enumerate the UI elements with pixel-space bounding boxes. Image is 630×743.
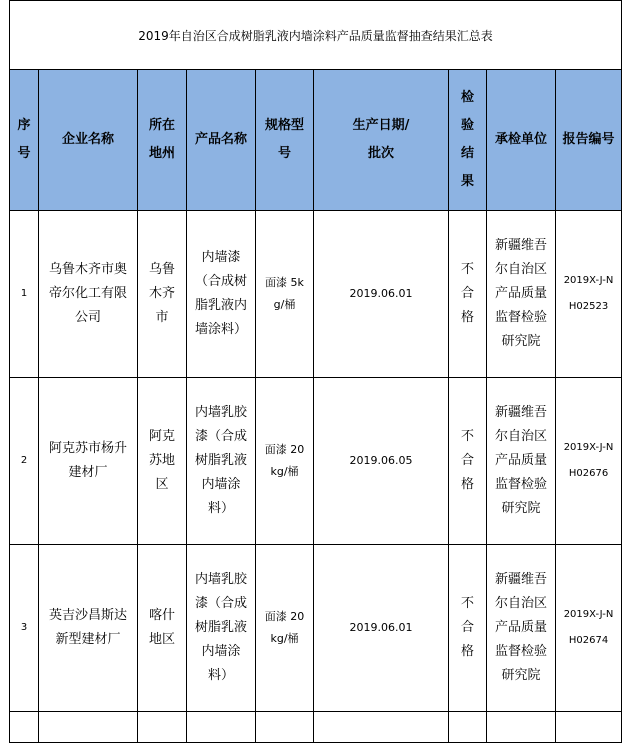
empty-cell	[138, 712, 187, 743]
table-row	[10, 712, 622, 743]
empty-cell	[39, 712, 138, 743]
header-region: 所在地州	[138, 70, 187, 211]
empty-cell	[256, 712, 314, 743]
cell-product: 内墙乳胶漆（合成树脂乳液内墙涂料）	[187, 545, 256, 712]
header-date: 生产日期/批次	[314, 70, 449, 211]
cell-report: 2019X-J-NH02676	[556, 378, 622, 545]
cell-product: 内墙漆（合成树脂乳液内墙涂料）	[187, 211, 256, 378]
cell-region: 喀什地区	[138, 545, 187, 712]
header-spec: 规格型号	[256, 70, 314, 211]
header-result: 检验结果	[449, 70, 487, 211]
cell-company: 英吉沙昌斯达新型建材厂	[39, 545, 138, 712]
empty-cell	[10, 712, 39, 743]
cell-spec: 面漆 20kg/桶	[256, 378, 314, 545]
empty-cell	[187, 712, 256, 743]
header-index: 序号	[10, 70, 39, 211]
header-report: 报告编号	[556, 70, 622, 211]
table-row	[10, 211, 622, 378]
results-sheet	[9, 0, 621, 743]
table-title: 2019年自治区合成树脂乳液内墙涂料产品质量监督抽查结果汇总表	[10, 1, 622, 70]
table-row	[10, 378, 622, 545]
cell-result: 不合格	[449, 545, 487, 712]
cell-company: 乌鲁木齐市奥帝尔化工有限公司	[39, 211, 138, 378]
header-product: 产品名称	[187, 70, 256, 211]
empty-cell	[556, 712, 622, 743]
cell-region: 乌鲁木齐市	[138, 211, 187, 378]
cell-product: 内墙乳胶漆（合成树脂乳液内墙涂料）	[187, 378, 256, 545]
cell-report: 2019X-J-NH02523	[556, 211, 622, 378]
table-row	[10, 545, 622, 712]
cell-date: 2019.06.01	[314, 545, 449, 712]
header-inspector: 承检单位	[487, 70, 556, 211]
results-table	[9, 0, 622, 743]
cell-date: 2019.06.05	[314, 378, 449, 545]
cell-index: 3	[10, 545, 39, 712]
cell-index: 2	[10, 378, 39, 545]
empty-cell	[487, 712, 556, 743]
cell-inspector: 新疆维吾尔自治区产品质量监督检验研究院	[487, 378, 556, 545]
cell-spec: 面漆 20kg/桶	[256, 545, 314, 712]
header-company: 企业名称	[39, 70, 138, 211]
cell-report: 2019X-J-NH02674	[556, 545, 622, 712]
cell-result: 不合格	[449, 211, 487, 378]
cell-inspector: 新疆维吾尔自治区产品质量监督检验研究院	[487, 211, 556, 378]
cell-inspector: 新疆维吾尔自治区产品质量监督检验研究院	[487, 545, 556, 712]
cell-result: 不合格	[449, 378, 487, 545]
header-row	[10, 70, 622, 211]
empty-cell	[314, 712, 449, 743]
cell-date: 2019.06.01	[314, 211, 449, 378]
cell-spec: 面漆 5kg/桶	[256, 211, 314, 378]
cell-region: 阿克苏地区	[138, 378, 187, 545]
cell-company: 阿克苏市杨升建材厂	[39, 378, 138, 545]
cell-index: 1	[10, 211, 39, 378]
empty-cell	[449, 712, 487, 743]
